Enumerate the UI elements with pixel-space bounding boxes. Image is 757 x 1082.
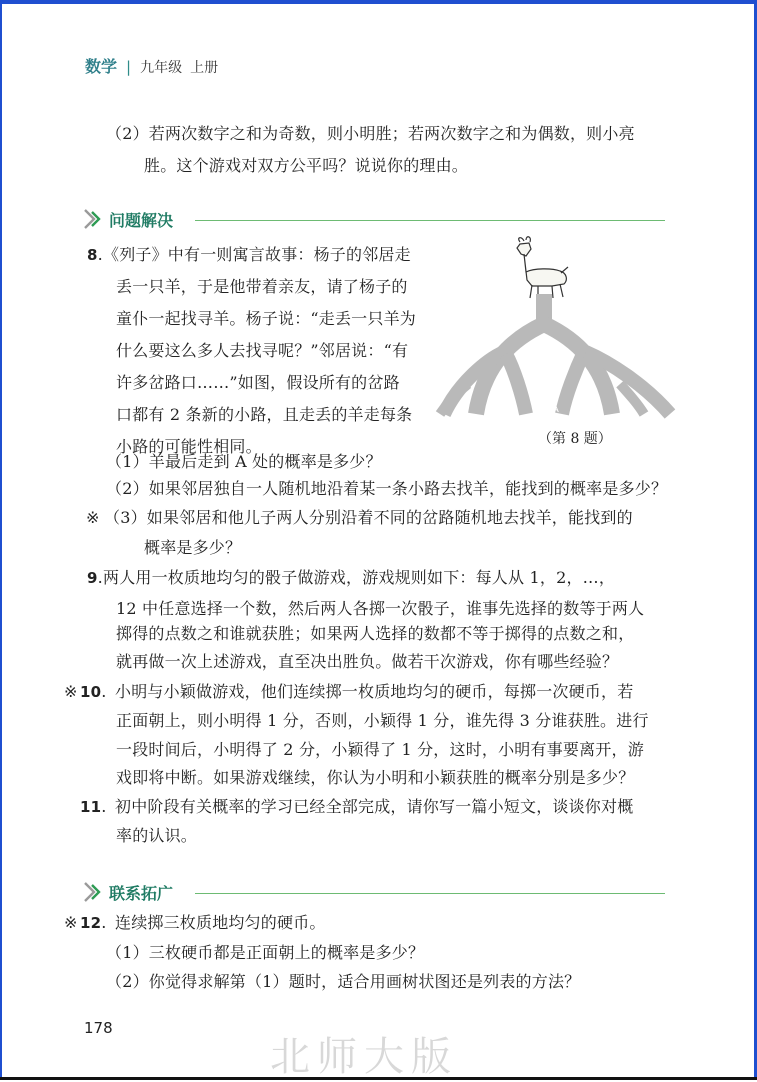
figure-caption: （第 8 题） — [538, 431, 612, 447]
problem-8-sub-3-line-1: （3）如果邻居和他儿子两人分别沿着不同的岔路随机地去找羊，能找到的 — [104, 508, 633, 527]
section-heading-extension — [83, 880, 663, 904]
publisher-watermark: 北师大版 — [270, 1034, 458, 1080]
header-subject: 数学 — [85, 57, 118, 76]
problem-11-line-1: 初中阶段有关概率的学习已经全部完成，请你写一篇小短文，谈谈你对概 — [115, 797, 634, 816]
problem-9-line-2: 12 中任意选择一个数，然后两人各掷一次骰子，谁事先选择的数等于两人 — [116, 599, 645, 618]
header-volume: 上册 — [190, 60, 219, 76]
chevron-right-icon — [83, 207, 105, 231]
problem-8-line-2: 丢一只羊，于是他带着亲友，请了杨子的 — [116, 277, 408, 296]
problem-9-number: 9. — [87, 568, 103, 587]
prev-problem-line-1: （2）若两次数字之和为奇数，则小明胜；若两次数字之和为偶数，则小亮 — [106, 124, 635, 143]
window-frame-left — [0, 0, 2, 1080]
problem-8-line-1: 《列子》中有一则寓言故事：杨子的邻居走 — [103, 245, 411, 264]
problem-12-sub-2: （2）你觉得求解第（1）题时，适合用画树状图还是列表的方法？ — [106, 972, 581, 991]
problem-8-sub-3-line-2: 概率是多少？ — [144, 538, 242, 557]
header-separator: | — [126, 58, 132, 76]
window-frame-top — [0, 0, 757, 4]
problem-8-line-4: 什么要这么多人去找寻呢？”邻居说：“有 — [116, 341, 409, 360]
path-tree — [440, 294, 670, 414]
problem-8-line-6: 口都有 2 条新的小路，且走丢的羊走每条 — [116, 405, 413, 424]
problem-11-line-2: 率的认识。 — [116, 826, 198, 845]
section-title: 问题解决 — [109, 211, 174, 230]
section-rule — [195, 220, 665, 221]
section-heading-problem-solving — [83, 207, 663, 231]
problem-8-number: 8. — [87, 245, 103, 264]
problem-9-line-3: 掷得的点数之和谁就获胜；如果两人选择的数都不等于掷得的点数之和， — [116, 624, 635, 643]
problem-12-number: 12. — [80, 913, 107, 932]
problem-10-line-1: 小明与小颖做游戏，他们连续掷一枚质地均匀的硬币，每掷一次硬币，若 — [115, 682, 634, 701]
section-title: 联系拓广 — [109, 884, 174, 903]
problem-12-mark: ※ — [64, 913, 78, 932]
goat-icon — [517, 237, 568, 298]
page-header — [85, 54, 218, 77]
problem-9-line-1: 两人用一枚质地均匀的骰子做游戏，游戏规则如下：每人从 1，2，…， — [103, 568, 616, 587]
problem-10-line-3: 一段时间后，小明得了 2 分，小颖得了 1 分，这时，小明有事要离开，游 — [116, 740, 644, 759]
figure-label-a: A — [552, 404, 559, 415]
problem-10-line-4: 戏即将中断。如果游戏继续，你认为小明和小颖获胜的概率分别是多少？ — [116, 768, 635, 787]
problem-9-line-4: 就再做一次上述游戏，直至决出胜负。做若干次游戏，你有哪些经验？ — [116, 652, 619, 671]
chevron-right-icon — [83, 880, 105, 904]
branching-paths-figure — [434, 234, 679, 424]
problem-12-line: 连续掷三枚质地均匀的硬币。 — [115, 913, 326, 932]
problem-10-mark: ※ — [64, 682, 78, 701]
problem-8-sub-2: （2）如果邻居独自一人随机地沿着某一条小路去找羊，能找到的概率是多少？ — [106, 479, 668, 498]
header-grade: 九年级 — [140, 60, 183, 76]
problem-8-line-3: 童仆一起找寻羊。杨子说：“走丢一只羊为 — [116, 309, 416, 328]
problem-8-line-5: 许多岔路口……”如图，假设所有的岔路 — [116, 373, 400, 392]
prev-problem-line-2: 胜。这个游戏对双方公平吗？说说你的理由。 — [144, 156, 469, 175]
problem-10-line-2: 正面朝上，则小明得 1 分，否则，小颖得 1 分，谁先得 3 分谁获胜。进行 — [116, 711, 649, 730]
section-rule — [195, 893, 665, 894]
problem-8-line-7: 小路的可能性相同。 — [116, 437, 262, 456]
problem-8-sub-3-mark: ※ — [86, 508, 100, 527]
problem-8-sub-1: （1）羊最后走到 A 处的概率是多少？ — [106, 452, 382, 471]
page-number: 178 — [84, 1019, 113, 1037]
problem-12-sub-1: （1）三枚硬币都是正面朝上的概率是多少？ — [106, 943, 425, 962]
problem-10-number: 10. — [80, 682, 107, 701]
problem-11-number: 11. — [80, 797, 107, 816]
